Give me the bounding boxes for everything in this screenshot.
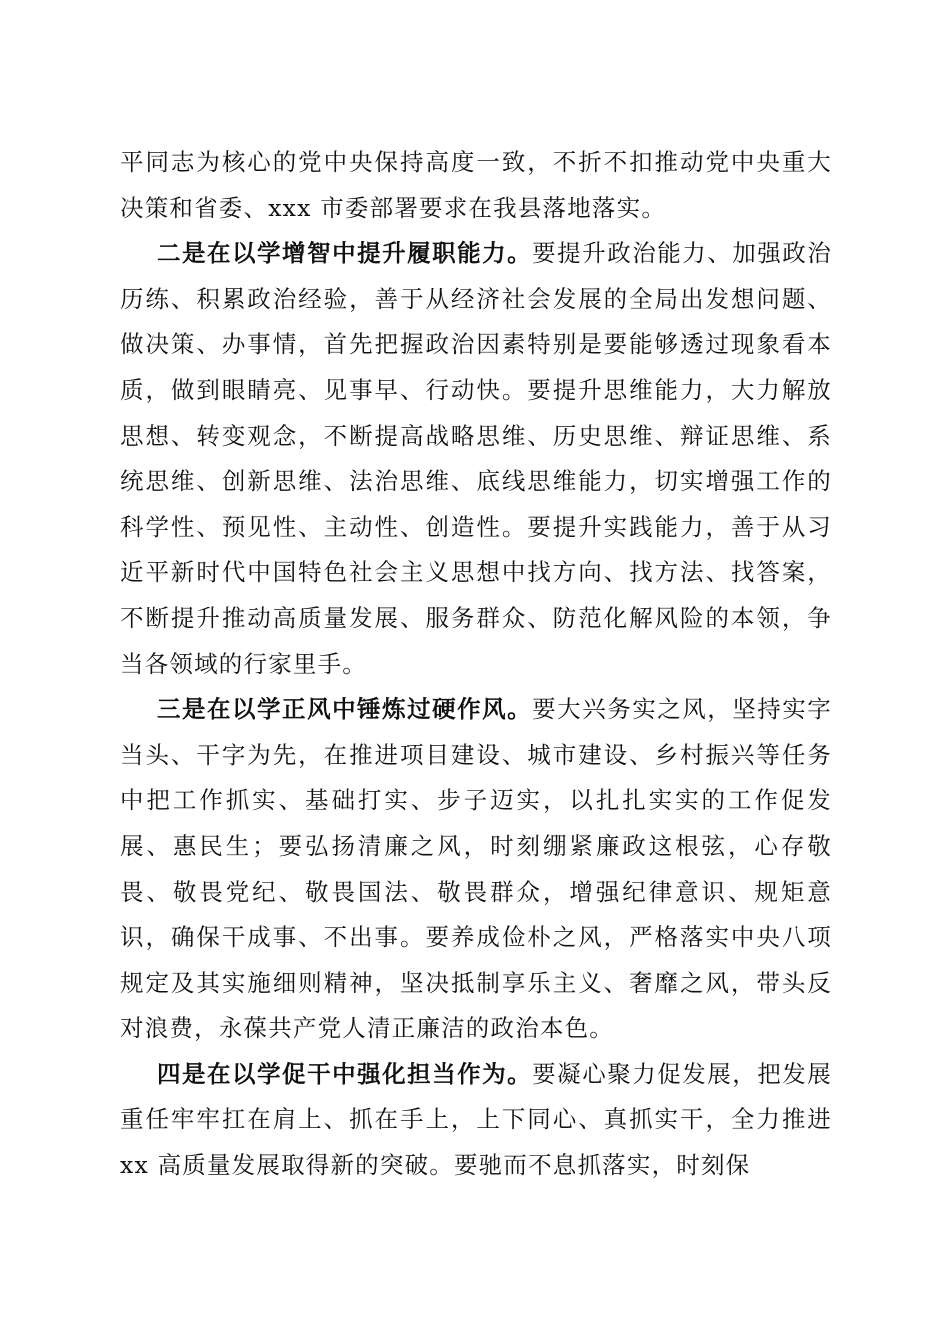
paragraph-4-text: 要凝心聚力促发展，把发展重任牢牢扛在肩上、抓在手上，上下同心、真抓实干，全力推进 xx 高质量发展取得新的突破。要驰而不息抓落实，时刻保 — [120, 1059, 832, 1180]
paragraph-4-heading: 四是在以学促干中强化担当作为。 — [157, 1059, 533, 1088]
paragraph-1-text: 平同志为核心的党中央保持高度一致，不折不扣推动党中央重大决策和省委、xxx 市委部署要求在我县落地落实。 — [120, 148, 832, 222]
paragraph-continuation — [120, 140, 832, 231]
paragraph-2-text: 要提升政治能力、加强政治历练、积累政治经验，善于从经济社会发展的全局出发想问题、做决策、办事情，首先把握政治因素特别是要能够透过现象看本质，做到眼睛亮、见事早、行动快。要提升思维能力，大力解放思想、转变观念，不断提高战略思维、历史思维、辩证思维、系统思维、创新思维、法治思维、底线思维能力，切实增强工作的科学性、预见性、主动性、创造性。要提升实践能力，善于从习近平新时代中国特色社会主义思想中找方向、找方法、找答案，不断提升推动高质量发展、服务群众、防范化解风险的本领，争当各领域的行家里手。 — [120, 239, 832, 678]
paragraph-responsibility — [120, 1052, 832, 1189]
paragraph-3-heading: 三是在以学正风中锤炼过硬作风。 — [157, 695, 533, 724]
paragraph-2-heading: 二是在以学增智中提升履职能力。 — [157, 239, 533, 268]
paragraph-improve-ability — [120, 231, 832, 687]
document-body — [120, 140, 832, 1189]
paragraph-work-style — [120, 687, 832, 1052]
paragraph-3-text: 要大兴务实之风，坚持实字当头、干字为先，在推进项目建设、城市建设、乡村振兴等任务中把工作抓实、基础打实、步子迈实，以扎扎实实的工作促发展、惠民生；要弘扬清廉之风，时刻绷紧廉政这根弦，心存敬畏、敬畏党纪、敬畏国法、敬畏群众，增强纪律意识、规矩意识，确保干成事、不出事。要养成俭朴之风，严格落实中央八项规定及其实施细则精神，坚决抵制享乐主义、奢靡之风，带头反对浪费，永葆共产党人清正廉洁的政治本色。 — [120, 695, 832, 1043]
